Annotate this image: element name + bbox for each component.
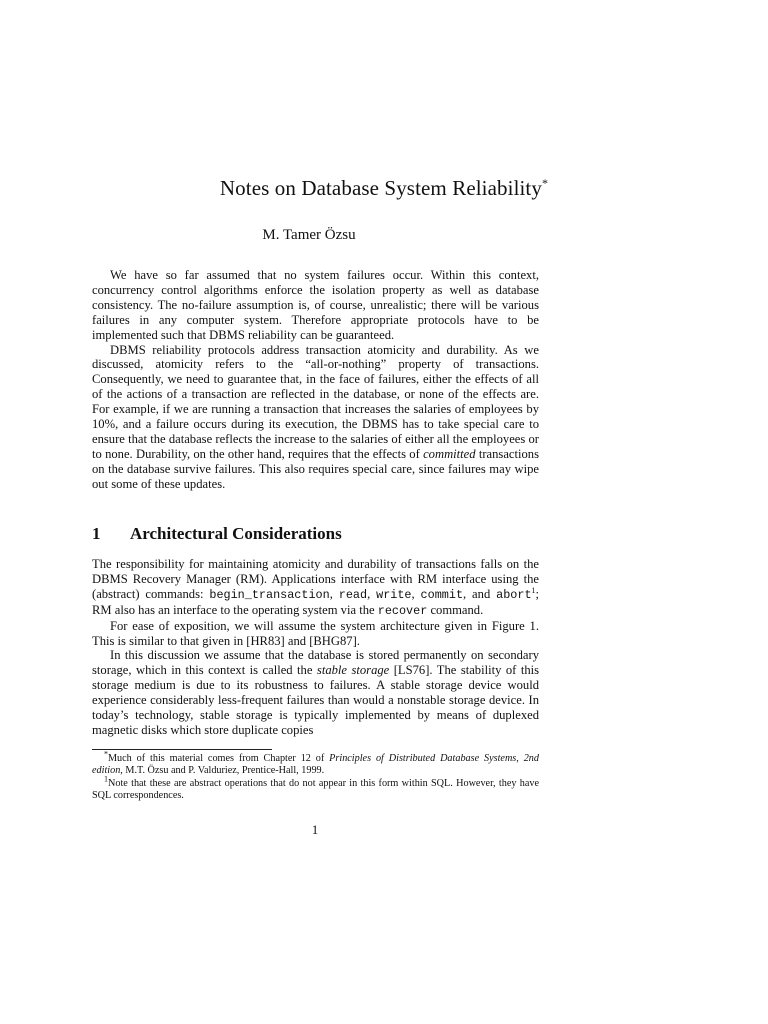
footnote-1: *Much of this material comes from Chapter 12 of Principles of Distributed Database Systems, 2nd edition, M.T. Özsu and P. Valduriez, Prentice-Hall, 1999. — [92, 749, 539, 777]
cmd-read: read — [338, 587, 368, 602]
title-text: Notes on Database System Reliability — [219, 176, 542, 200]
title-footnote-mark: * — [541, 176, 549, 190]
footnote-rule — [92, 749, 272, 750]
page-number: 1 — [311, 823, 319, 837]
footnote-2: $^1$Note that these are abstract operations that do not appear in this form within SQL. However, they have SQL correspondences. — [92, 774, 539, 801]
footnotes — [92, 749, 539, 802]
section-body — [92, 557, 539, 738]
section-heading — [92, 524, 342, 544]
cmd-recover: recover — [377, 603, 428, 618]
cmd-write: write — [376, 587, 412, 602]
cmd-begin-transaction: begin_transaction — [209, 587, 330, 602]
section-paragraph-2: For ease of exposition, we will assume the system architecture given in Figure 1. This is similar to that given in [HR83] and [BHG87]. — [92, 618, 539, 648]
author-name: M. Tamer Özsu — [262, 227, 356, 243]
section-number: 1 — [92, 524, 101, 543]
section-paragraph-1: The responsibility for maintaining atomicity and durability of transactions falls on the DBMS Recovery Manager (RM). Applications interface with RM interface using the (abstract) commands: begin_transaction, read, write, commit, and abort$^1$; RM also has an interface to the operating system via the recover command. — [92, 557, 540, 618]
emphasis-stable-storage: stable storage — [316, 663, 390, 678]
section-paragraph-3: In this discussion we assume that the database is stored permanently on secondary storage, which in this context is called the stable storage [LS76]. The stability of this storage medium is due to its robustness to failures. A stable storage device would experience considerably less-frequent failures than would a nonstable storage device. In today’s technology, stable storage is typically implemented by means of duplexed magnetic disks which store duplicate copies — [92, 648, 540, 737]
abstract-paragraph-1: We have so far assumed that no system failures occur. Within this context, concurrency control algorithms enforce the isolation property as well as database consistency. The no-failure assumption is, of course, unrealistic; there will be various failures in any computer system. Therefore appropriate protocols have to be implemented such that DBMS reliability can be guaranteed. — [92, 268, 539, 342]
cmd-commit: commit — [420, 587, 464, 602]
section-title: Architectural Considerations — [130, 524, 342, 543]
abstract-paragraph-2: DBMS reliability protocols address transaction atomicity and durability. As we discussed, atomicity refers to the “all-or-nothing” property of transactions. Consequently, we need to guarantee that, in the face of failures, either the effects of all of the actions of a transaction are reflected in the database, or none of the effects are. For example, if we are running a transaction that increases the salaries of employees by 10%, and a failure occurs during its execution, the DBMS has to take special care to ensure that the database reflects the increase to the salaries of either all the employees or to none. Durability, on the other hand, requires that the effects of committed transactions on the database survive failures. This also requires special care, since failures may wipe out some of these updates. — [92, 342, 540, 491]
paper-title — [0, 176, 768, 201]
abstract-body — [92, 268, 539, 492]
cmd-abort: abort — [496, 587, 532, 602]
emphasis-committed: committed — [423, 446, 476, 461]
footnote-ref-1: 1 — [531, 585, 536, 595]
